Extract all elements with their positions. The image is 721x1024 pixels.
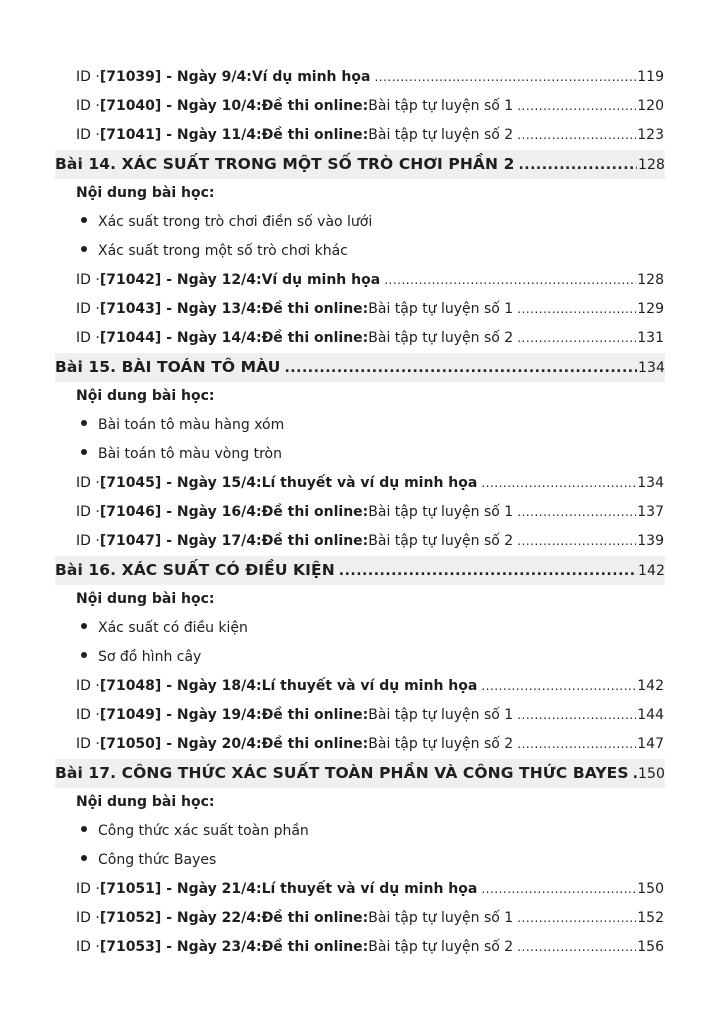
dot-leader — [517, 498, 636, 527]
entry-id: [71042] - Ngày 12/4: — [99, 272, 262, 288]
page-number: 139 — [637, 533, 664, 549]
bullet-text: Bài toán tô màu vòng tròn — [98, 446, 282, 462]
toc-entry[interactable] — [76, 933, 664, 962]
toc-entry[interactable] — [76, 875, 664, 904]
dot-leader — [481, 469, 636, 498]
section-title: Bài 17. CÔNG THỨC XÁC SUẤT TOÀN PHẦN VÀ CÔNG THỨC BAYES — [55, 764, 629, 782]
id-prefix: ID · — [76, 475, 100, 491]
toc-entry[interactable] — [76, 121, 664, 150]
entry-bold-title: Đề thi online: — [261, 910, 369, 926]
page-number: 150 — [637, 766, 665, 782]
id-prefix: ID · — [76, 504, 100, 520]
entry-id: [71049] - Ngày 19/4: — [99, 707, 262, 723]
page-number: 147 — [637, 736, 664, 752]
id-prefix: ID · — [76, 127, 100, 143]
dot-leader — [517, 933, 636, 962]
toc-entry[interactable] — [76, 498, 664, 527]
entry-id: [71051] - Ngày 21/4: — [99, 881, 262, 897]
section-heading-bai-15[interactable] — [55, 353, 665, 382]
dot-leader — [374, 63, 636, 92]
bullet-text: Công thức Bayes — [98, 852, 217, 868]
dot-leader — [517, 121, 636, 150]
toc-entry[interactable] — [76, 730, 664, 759]
entry-plain-title: Bài tập tự luyện số 1 — [368, 910, 514, 926]
entry-id: [71052] - Ngày 22/4: — [99, 910, 262, 926]
section-title: Bài 15. BÀI TOÁN TÔ MÀU — [55, 358, 281, 376]
entry-bold-title: Lí thuyết và ví dụ minh họa — [261, 475, 478, 491]
entry-plain-title: Bài tập tự luyện số 2 — [368, 533, 514, 549]
id-prefix: ID · — [76, 272, 100, 288]
page-number: 129 — [637, 301, 664, 317]
page-number: 134 — [637, 475, 664, 491]
id-prefix: ID · — [76, 301, 100, 317]
entry-id: [71047] - Ngày 17/4: — [99, 533, 262, 549]
bullet-icon — [81, 420, 87, 426]
section-title: Bài 14. XÁC SUẤT TRONG MỘT SỐ TRÒ CHƠI PHẦN 2 — [55, 155, 515, 173]
entry-bold-title: Lí thuyết và ví dụ minh họa — [261, 881, 478, 897]
bullet-icon — [81, 449, 87, 455]
toc-entry[interactable] — [76, 324, 664, 353]
entry-id: [71044] - Ngày 14/4: — [99, 330, 262, 346]
entry-id: [71045] - Ngày 15/4: — [99, 475, 262, 491]
page-number: 142 — [637, 563, 665, 579]
toc-entry[interactable] — [76, 63, 664, 92]
page-number: 131 — [637, 330, 664, 346]
dot-leader — [339, 557, 637, 586]
dot-leader — [481, 875, 636, 904]
entry-bold-title: Đề thi online: — [261, 707, 369, 723]
entry-plain-title: Bài tập tự luyện số 1 — [368, 98, 514, 114]
section-heading-bai-17[interactable] — [55, 759, 665, 788]
id-prefix: ID · — [76, 69, 100, 85]
entry-bold-title: Đề thi online: — [261, 98, 369, 114]
dot-leader — [517, 701, 636, 730]
entry-bold-title: Đề thi online: — [261, 736, 369, 752]
toc-entry[interactable] — [76, 469, 664, 498]
entry-bold-title: Đề thi online: — [261, 330, 369, 346]
entry-plain-title: Bài tập tự luyện số 1 — [368, 301, 514, 317]
bullet-icon — [81, 826, 87, 832]
dot-leader — [517, 527, 636, 556]
toc-entry[interactable] — [76, 92, 664, 121]
page-number: 142 — [637, 678, 664, 694]
entry-plain-title: Bài tập tự luyện số 1 — [368, 707, 514, 723]
entry-id: [71048] - Ngày 18/4: — [99, 678, 262, 694]
page-number: 150 — [637, 881, 664, 897]
lesson-content-label: Nội dung bài học: — [76, 388, 215, 404]
id-prefix: ID · — [76, 533, 100, 549]
page-number: 152 — [637, 910, 664, 926]
page-number: 120 — [637, 98, 664, 114]
bullet-item — [81, 614, 721, 643]
id-prefix: ID · — [76, 98, 100, 114]
id-prefix: ID · — [76, 678, 100, 694]
entry-id: [71040] - Ngày 10/4: — [99, 98, 262, 114]
id-prefix: ID · — [76, 330, 100, 346]
dot-leader — [517, 324, 636, 353]
toc-entry[interactable] — [76, 295, 664, 324]
id-prefix: ID · — [76, 707, 100, 723]
toc-entry[interactable] — [76, 527, 664, 556]
dot-leader — [517, 904, 636, 933]
dot-leader — [518, 151, 637, 180]
entry-bold-title: Đề thi online: — [261, 127, 369, 143]
page-number: 128 — [637, 157, 665, 173]
toc-entry[interactable] — [76, 904, 664, 933]
entry-bold-title: Đề thi online: — [261, 301, 369, 317]
id-prefix: ID · — [76, 939, 100, 955]
bullet-icon — [81, 623, 87, 629]
bullet-item — [81, 237, 721, 266]
dot-leader — [633, 760, 637, 789]
bullet-icon — [81, 652, 87, 658]
bullet-text: Sơ đồ hình cây — [98, 649, 202, 665]
bullet-item — [81, 643, 721, 672]
page-number: 123 — [637, 127, 664, 143]
entry-bold-title: Lí thuyết và ví dụ minh họa — [261, 678, 478, 694]
bullet-text: Xác suất có điều kiện — [98, 620, 248, 636]
section-heading-bai-14[interactable] — [55, 150, 665, 179]
toc-entry[interactable] — [76, 701, 664, 730]
id-prefix: ID · — [76, 910, 100, 926]
dot-leader — [517, 730, 636, 759]
dot-leader — [517, 92, 636, 121]
page-number: 128 — [637, 272, 664, 288]
bullet-item — [81, 208, 721, 237]
section-heading-bai-16[interactable] — [55, 556, 665, 585]
bullet-item — [81, 411, 721, 440]
entry-bold-title: Ví dụ minh họa — [261, 272, 381, 288]
lesson-content-label: Nội dung bài học: — [76, 591, 215, 607]
entry-plain-title: Bài tập tự luyện số 2 — [368, 127, 514, 143]
bullet-icon — [81, 246, 87, 252]
lesson-content-label: Nội dung bài học: — [76, 794, 215, 810]
entry-plain-title: Bài tập tự luyện số 1 — [368, 504, 514, 520]
page-number: 156 — [637, 939, 664, 955]
bullet-text: Bài toán tô màu hàng xóm — [98, 417, 285, 433]
bullet-text: Xác suất trong trò chơi điền số vào lưới — [98, 214, 373, 230]
table-of-contents — [0, 63, 721, 962]
section-title: Bài 16. XÁC SUẤT CÓ ĐIỀU KIỆN — [55, 561, 335, 579]
entry-id: [71050] - Ngày 20/4: — [99, 736, 262, 752]
entry-id: [71053] - Ngày 23/4: — [99, 939, 262, 955]
entry-plain-title: Bài tập tự luyện số 2 — [368, 939, 514, 955]
bullet-icon — [81, 855, 87, 861]
bullet-item — [81, 846, 721, 875]
toc-entry[interactable] — [76, 266, 664, 295]
entry-id: [71043] - Ngày 13/4: — [99, 301, 262, 317]
page-number: 137 — [637, 504, 664, 520]
page-number: 119 — [637, 69, 664, 85]
page-number: 144 — [637, 707, 664, 723]
bullet-item — [81, 440, 721, 469]
bullet-text: Xác suất trong một số trò chơi khác — [98, 243, 348, 259]
toc-entry[interactable] — [76, 672, 664, 701]
id-prefix: ID · — [76, 881, 100, 897]
entry-plain-title: Bài tập tự luyện số 2 — [368, 736, 514, 752]
entry-bold-title: Ví dụ minh họa — [251, 69, 371, 85]
entry-id: [71039] - Ngày 9/4: — [99, 69, 252, 85]
entry-bold-title: Đề thi online: — [261, 533, 369, 549]
bullet-text: Công thức xác suất toàn phần — [98, 823, 309, 839]
bullet-item — [81, 817, 721, 846]
entry-plain-title: Bài tập tự luyện số 2 — [368, 330, 514, 346]
lesson-content-label: Nội dung bài học: — [76, 185, 215, 201]
dot-leader — [481, 672, 636, 701]
bullet-icon — [81, 217, 87, 223]
entry-bold-title: Đề thi online: — [261, 939, 369, 955]
dot-leader — [517, 295, 636, 324]
dot-leader — [384, 266, 636, 295]
entry-bold-title: Đề thi online: — [261, 504, 369, 520]
entry-id: [71041] - Ngày 11/4: — [99, 127, 262, 143]
dot-leader — [284, 354, 636, 383]
entry-id: [71046] - Ngày 16/4: — [99, 504, 262, 520]
id-prefix: ID · — [76, 736, 100, 752]
page-number: 134 — [637, 360, 665, 376]
